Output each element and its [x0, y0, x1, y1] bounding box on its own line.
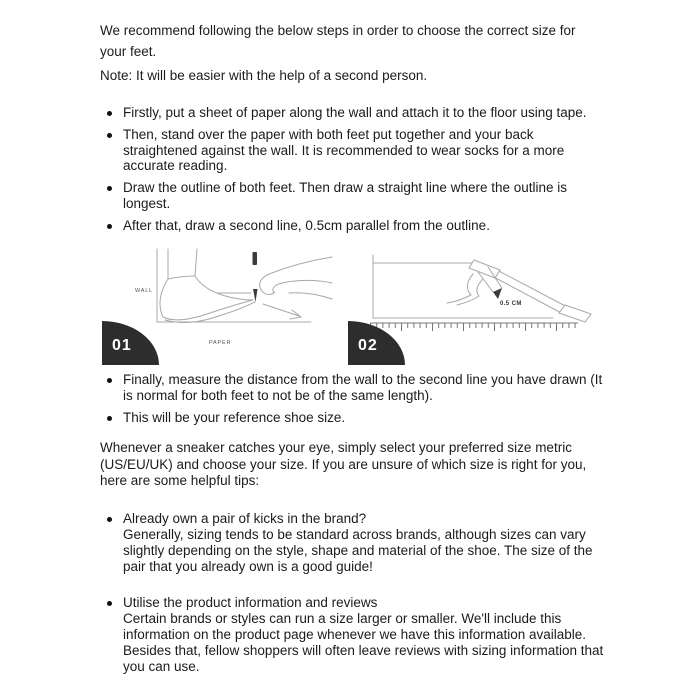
bullet-dot	[107, 186, 112, 191]
bullet-dot	[107, 416, 112, 421]
diagram-01	[99, 247, 334, 365]
step-item	[100, 105, 605, 121]
intro-paragraph: We recommend following the below steps in order to choose the correct size for your feet.	[100, 23, 576, 59]
tips-list	[100, 511, 605, 695]
tip-item	[100, 595, 605, 675]
bullet-dot	[107, 133, 112, 138]
bullet-dot	[107, 601, 112, 606]
paper-label: PAPER	[209, 340, 232, 346]
diagram-02	[345, 247, 600, 365]
step-badge-number: 01	[112, 337, 132, 354]
pencil-tip	[493, 288, 502, 299]
tip-item	[100, 511, 605, 575]
step-item	[100, 218, 605, 234]
bullet-dot	[107, 517, 112, 522]
sizing-paragraph: Whenever a sneaker catches your eye, simply select your preferred size metric (US/EU/UK) and choose your size. If you are unsure of which size is right for you, here are some helpful tips:	[100, 440, 587, 488]
heel-outline	[160, 279, 168, 317]
pencil-body	[469, 260, 500, 278]
step-text: Then, stand over the paper with both feet put together and your back straightened against the wall. It is recommended to wear socks for a more accurate reading.	[123, 126, 565, 174]
results-list	[100, 372, 605, 431]
result-item	[100, 372, 605, 404]
result-text: Finally, measure the distance from the wall to the second line you have drawn (It is normal for both feet to not be of the same length).	[123, 372, 603, 403]
bullet-dot	[107, 378, 112, 383]
tip-title: Already own a pair of kicks in the brand?	[123, 511, 367, 526]
step-text: Draw the outline of both feet. Then draw a straight line where the outline is longest.	[123, 180, 568, 211]
result-item	[100, 410, 605, 426]
step-text: Firstly, put a sheet of paper along the wall and attach it to the floor using tape.	[123, 105, 587, 120]
hand-outline	[467, 274, 473, 295]
hand-outline	[269, 257, 332, 274]
step-item	[100, 127, 605, 174]
bullet-dot	[107, 224, 112, 229]
measurement-label: 0.5 CM	[500, 301, 522, 307]
note-paragraph: Note: It will be easier with the help of a second person.	[100, 68, 428, 83]
pencil-icon	[253, 252, 258, 302]
result-text: This will be your reference shoe size.	[123, 409, 346, 425]
tip-title: Utilise the product information and reviews	[123, 595, 378, 610]
drawn-line-arrow	[263, 304, 299, 316]
bullet-dot	[107, 111, 112, 116]
tip-body: Certain brands or styles can run a size larger or smaller. We'll include this information on the product page whenever we have this information available. Besides that, fellow shoppers will often leave reviews with sizing information that you can use.	[123, 611, 604, 674]
step-text: After that, draw a second line, 0.5cm parallel from the outline.	[123, 217, 490, 233]
measuring-steps-list	[100, 105, 605, 240]
foot-top-outline	[195, 276, 253, 300]
step-badge-number: 02	[358, 337, 378, 354]
tip-body: Generally, sizing tends to be standard across brands, although sizes can vary slightly depending on the style, shape and material of the shoe. The size of the pair that you already own is a good guide!	[123, 527, 593, 574]
step-item	[100, 180, 605, 212]
wall-label: WALL	[135, 288, 153, 294]
ruler-icon	[370, 323, 578, 334]
sole-outline	[163, 300, 253, 320]
